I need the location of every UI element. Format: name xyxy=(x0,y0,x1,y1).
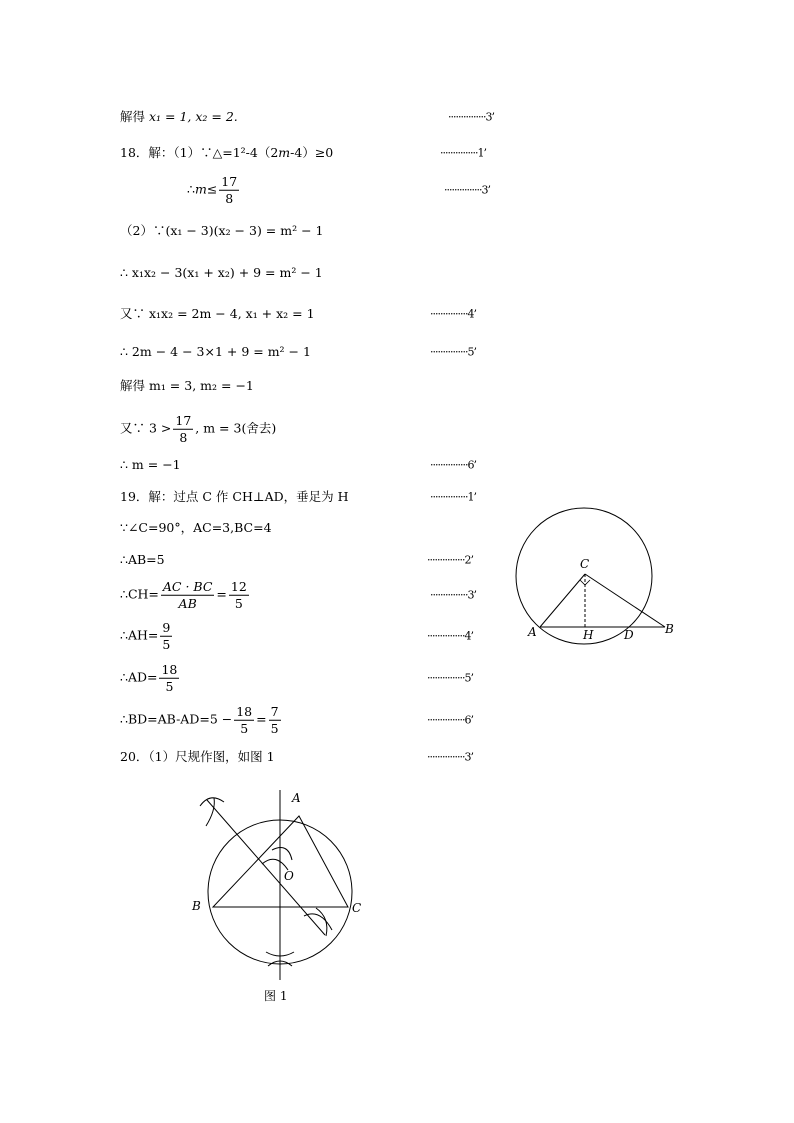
score-marker: ···············6’ xyxy=(427,713,473,727)
text-prefix: ∴ xyxy=(187,181,195,197)
segment-ac xyxy=(540,574,585,627)
fraction: $\frac{7}{5}$ xyxy=(270,703,279,736)
construction-arc xyxy=(206,798,214,826)
label-a: A xyxy=(292,791,301,805)
score-marker: ···············5’ xyxy=(427,671,473,685)
score-marker: ···············3’ xyxy=(444,183,490,197)
math-line: ∴ 2m − 4 − 3×1 + 9 = m² − 1 xyxy=(120,343,311,359)
score-marker: ···············3’ xyxy=(448,110,494,124)
math-line: ∵∠C=90°，AC=3,BC=4 xyxy=(120,519,272,535)
math-expr: x₁ = 1, x₂ = 2. xyxy=(148,108,238,124)
text-suffix: -4）≥0 xyxy=(290,144,334,160)
label-b: B xyxy=(192,899,201,913)
text-prefix: 又∵ 3 > xyxy=(120,420,172,436)
text-prefix: ∴CH= xyxy=(120,586,159,602)
figure-1-construction xyxy=(180,780,380,1010)
label-c: C xyxy=(352,901,362,915)
score-marker: ···············3’ xyxy=(430,588,476,602)
text-prefix: ∴AD= xyxy=(120,669,158,685)
label-b: B xyxy=(665,622,674,636)
fraction: $\frac{17}{8}$ xyxy=(221,173,238,206)
score-marker: ···············2’ xyxy=(427,553,473,567)
fraction: $\frac{18}{5}$ xyxy=(236,703,253,736)
math-line: ∴AB=5 xyxy=(120,551,165,567)
score-marker: ···············1’ xyxy=(430,490,476,504)
text-suffix: , m = 3(舍去) xyxy=(195,420,277,436)
score-marker: ···············3’ xyxy=(427,750,473,764)
segment-cb xyxy=(585,574,665,627)
math-line: （2）∵(x₁ − 3)(x₂ − 3) = m² − 1 xyxy=(120,222,324,238)
text-prefix: ∴BD=AB-AD=5 − xyxy=(120,711,233,727)
construction-arc xyxy=(272,848,292,860)
fraction: $\frac{9}{5}$ xyxy=(162,619,171,652)
label-h: H xyxy=(583,628,594,642)
math-op: ≤ xyxy=(206,181,218,197)
fraction: $\frac{AC \cdot BC}{AB}$ xyxy=(162,578,213,611)
circumcircle xyxy=(516,508,652,644)
line-q20 xyxy=(0,742,794,772)
line-bd xyxy=(0,705,794,735)
fraction: $\frac{12}{5}$ xyxy=(230,578,247,611)
line-vieta xyxy=(0,299,794,329)
math-line: 又∵ x₁x₂ = 2m − 4, x₁ + x₂ = 1 xyxy=(120,305,315,321)
score-marker: ···············4’ xyxy=(430,307,476,321)
math-var: m xyxy=(278,144,291,160)
text-prefix: 18．解：（1）∵△=1²-4（2 xyxy=(120,144,279,160)
line-solve-x xyxy=(0,102,794,132)
text-prefix: 解得 xyxy=(120,108,149,124)
line-substitute xyxy=(0,337,794,367)
math-var: m xyxy=(194,181,207,197)
math-line: ∴ m = −1 xyxy=(120,456,181,472)
score-marker: ···············4’ xyxy=(427,629,473,643)
line-m-result xyxy=(0,450,794,480)
score-marker: ···············1’ xyxy=(440,146,486,160)
line-reject xyxy=(0,414,794,444)
label-c: C xyxy=(580,557,590,571)
line-expand xyxy=(0,258,794,288)
math-line: 19．解：过点 C 作 CH⊥AD，垂足为 H xyxy=(120,488,349,504)
construction-arc xyxy=(316,908,327,936)
label-d: D xyxy=(624,628,634,642)
math-op: = xyxy=(256,711,267,727)
math-line: 20．（1）尺规作图，如图 1 xyxy=(120,748,275,764)
fraction: $\frac{18}{5}$ xyxy=(161,661,178,694)
math-line: ∴ x₁x₂ − 3(x₁ + x₂) + 9 = m² − 1 xyxy=(120,264,323,280)
figure-caption: 图 1 xyxy=(264,989,288,1003)
text-prefix: ∴AH= xyxy=(120,627,159,643)
label-a: A xyxy=(528,625,537,639)
fraction: $\frac{17}{8}$ xyxy=(175,412,192,445)
line-solve-m xyxy=(0,371,794,401)
figure-circle-triangle xyxy=(510,500,690,650)
construction-arc xyxy=(200,798,224,806)
line-ad xyxy=(0,663,794,693)
math-op: = xyxy=(216,586,227,602)
line-m-bound xyxy=(0,175,794,205)
line-q18-discriminant xyxy=(0,138,794,168)
label-o: O xyxy=(284,869,294,883)
score-marker: ···············6’ xyxy=(430,458,476,472)
line-q18-part2 xyxy=(0,216,794,246)
score-marker: ···············5’ xyxy=(430,345,476,359)
math-line: 解得 m₁ = 3, m₂ = −1 xyxy=(120,377,254,393)
